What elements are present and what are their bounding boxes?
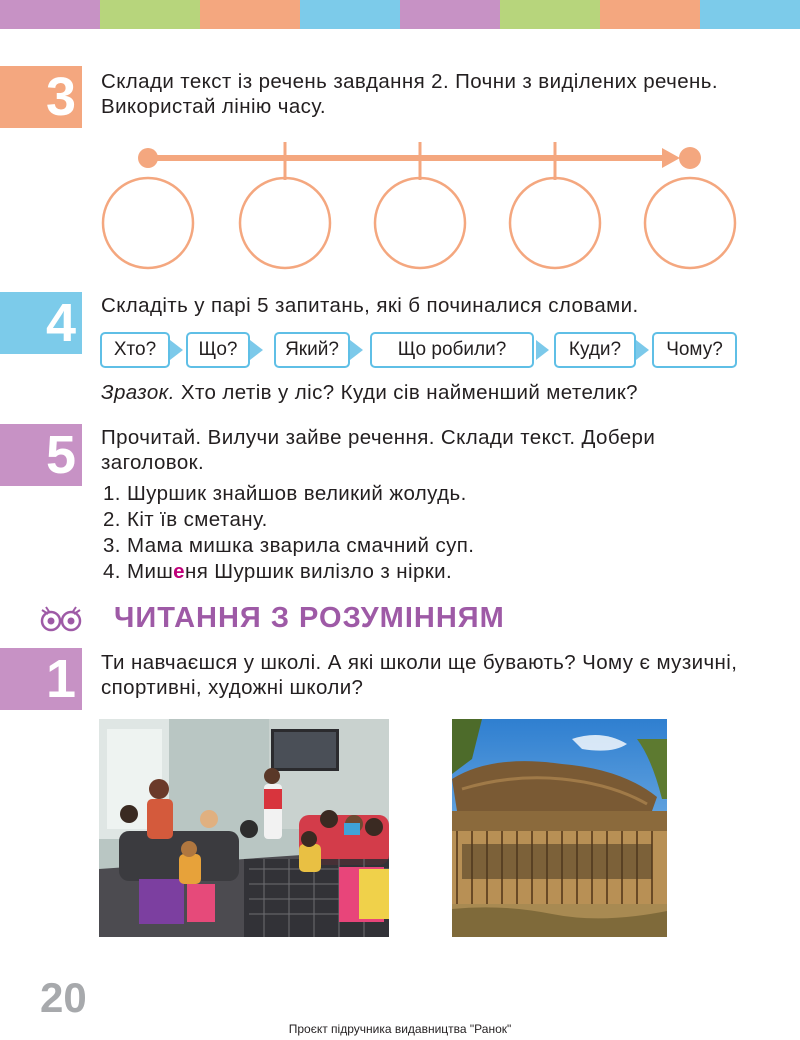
timeline-circle <box>510 178 600 268</box>
task-5-instruction: Прочитай. Вилучи зайве речення. Склади текст. Добери заголовок. <box>101 426 656 474</box>
timeline-diagram <box>98 140 748 270</box>
sample-questions: Хто летів у ліс? Куди сів найменший метелик? <box>174 381 638 404</box>
timeline-circle <box>645 178 735 268</box>
task-4-number: 4 <box>0 292 82 354</box>
question-word: Чому? <box>652 332 737 368</box>
task-4-instruction: Складіть у парі 5 запитань, які б починалися словами. <box>101 294 639 317</box>
section-title: ЧИТАННЯ З РОЗУМІННЯМ <box>114 601 505 634</box>
question-word: Хто? <box>100 332 170 368</box>
color-segment <box>100 0 200 29</box>
color-segment <box>500 0 600 29</box>
footer-note: Проєкт підручника видавництва "Ранок" <box>288 1022 512 1036</box>
question-word: Який? <box>274 332 350 368</box>
timeline-circle <box>375 178 465 268</box>
timeline-start-dot <box>138 148 158 168</box>
arrow-right-icon <box>536 340 549 360</box>
sample-label: Зразок. <box>101 381 175 404</box>
arrow-right-icon <box>250 340 263 360</box>
color-segment <box>0 0 100 29</box>
owl-eyes-icon <box>38 604 84 632</box>
question-word: Куди? <box>554 332 636 368</box>
color-segment <box>600 0 700 29</box>
bamboo-school-photo <box>452 719 667 937</box>
stress-letter: е <box>173 560 185 583</box>
task-1-number: 1 <box>0 648 82 710</box>
timeline-circle <box>103 178 193 268</box>
question-word: Що робили? <box>370 332 534 368</box>
color-segment <box>300 0 400 29</box>
color-segment <box>200 0 300 29</box>
page-number: 20 <box>40 974 87 1021</box>
list-item: 2. Кіт їв сметану. <box>103 508 268 531</box>
task-1-instruction: Ти навчаєшся у школі. А які школи ще бувають? Чому є музичні, спортивні, художні школи? <box>101 651 738 699</box>
timeline-circle <box>240 178 330 268</box>
sample-text <box>101 381 638 405</box>
arrow-right-icon <box>170 340 183 360</box>
task-3-instruction: Склади текст із речень завдання 2. Почни з виділених речень. Використай лінію часу. <box>101 70 718 118</box>
color-segment <box>700 0 800 29</box>
section-heading <box>38 598 505 638</box>
classroom-photo <box>99 719 389 937</box>
task-3-number: 3 <box>0 66 82 128</box>
list-item <box>103 559 474 585</box>
top-color-bar <box>0 0 800 29</box>
task-5-number: 5 <box>0 424 82 486</box>
timeline-end-dot <box>679 147 701 169</box>
sentence-list <box>103 481 474 585</box>
list-item-part: ня Шуршик вилізло з нірки. <box>184 560 453 583</box>
arrow-right-icon <box>636 340 649 360</box>
list-item: 3. Мама мишка зварила смачний суп. <box>103 534 475 557</box>
question-word: Що? <box>186 332 250 368</box>
color-segment <box>400 0 500 29</box>
question-words-row <box>100 332 750 368</box>
list-item-part: 4. Миш <box>103 560 174 583</box>
timeline-arrowhead <box>662 148 680 168</box>
arrow-right-icon <box>350 340 363 360</box>
list-item: 1. Шуршик знайшов великий жолудь. <box>103 482 467 505</box>
